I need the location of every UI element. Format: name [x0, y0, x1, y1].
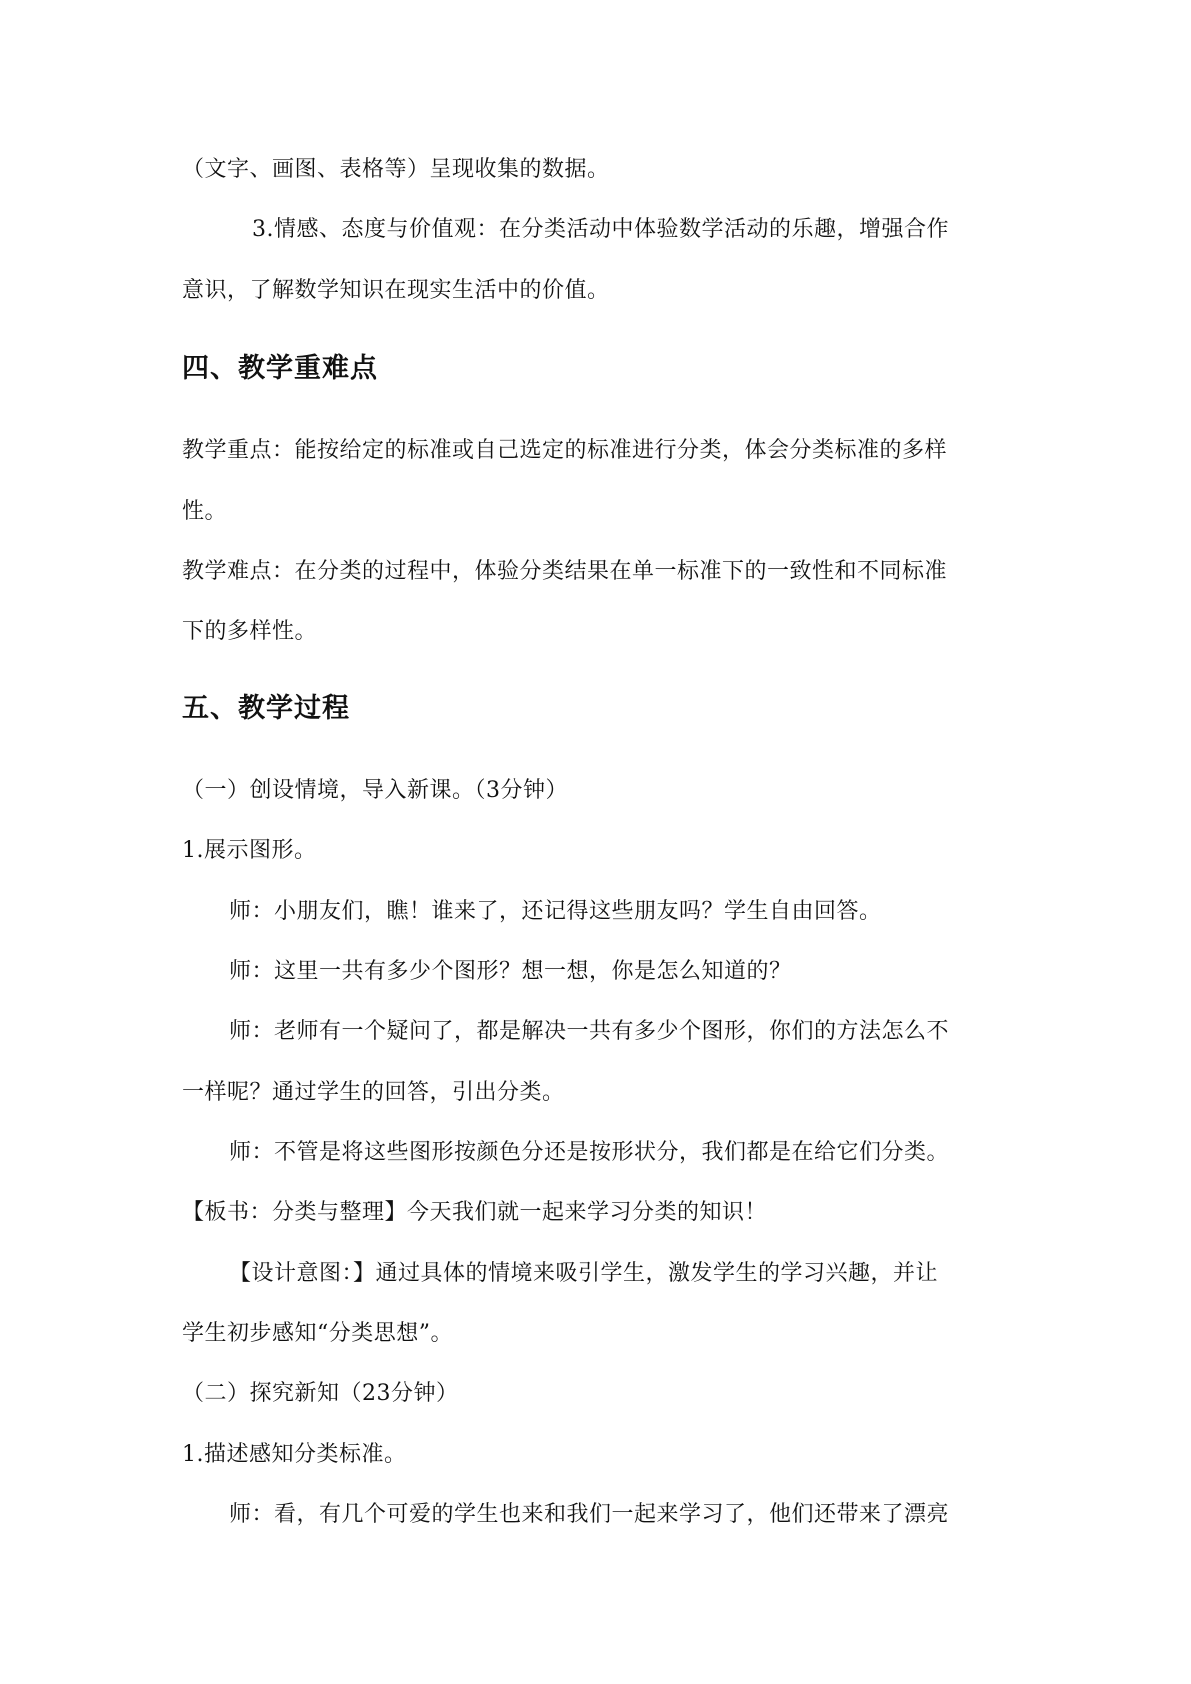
section-heading: 四、教学重难点	[182, 353, 378, 384]
subsection-title: （一）创设情境，导入新课。（3分钟）	[182, 778, 568, 803]
paragraph-line: 性。	[182, 499, 228, 524]
paragraph-line: 师：小朋友们，瞧！谁来了，还记得这些朋友吗？学生自由回答。	[229, 899, 882, 924]
section-heading: 五、教学过程	[182, 693, 350, 724]
paragraph-line: （文字、画图、表格等）呈现收集的数据。	[182, 157, 610, 182]
paragraph-line: 学生初步感知“分类思想”。	[182, 1321, 453, 1346]
paragraph-line: 【板书：分类与整理】今天我们就一起来学习分类的知识！	[182, 1200, 768, 1225]
paragraph-line: 下的多样性。	[182, 619, 318, 644]
paragraph-line: 师：不管是将这些图形按颜色分还是按形状分，我们都是在给它们分类。	[229, 1140, 950, 1165]
paragraph-line: 师：看，有几个可爱的学生也来和我们一起来学习了，他们还带来了漂亮	[229, 1502, 950, 1527]
paragraph-line: 1.展示图形。	[182, 838, 317, 863]
paragraph-line: 1.描述感知分类标准。	[182, 1442, 407, 1467]
paragraph-line: 师：这里一共有多少个图形？想一想，你是怎么知道的？	[229, 959, 792, 984]
paragraph-line: 【设计意图：】通过具体的情境来吸引学生，激发学生的学习兴趣，并让	[229, 1261, 939, 1286]
paragraph-line: 教学重点：能按给定的标准或自己选定的标准进行分类，体会分类标准的多样	[182, 438, 948, 463]
paragraph-line: 师：老师有一个疑问了，都是解决一共有多少个图形，你们的方法怎么不	[229, 1019, 950, 1044]
paragraph-line: 意识，了解数学知识在现实生活中的价值。	[182, 278, 610, 303]
paragraph-line: 3.情感、态度与价值观：在分类活动中体验数学活动的乐趣，增强合作	[252, 217, 949, 242]
paragraph-line: 一样呢？通过学生的回答，引出分类。	[182, 1080, 565, 1105]
subsection-title: （二）探究新知（23分钟）	[182, 1381, 459, 1406]
paragraph-line: 教学难点：在分类的过程中，体验分类结果在单一标准下的一致性和不同标准	[182, 559, 948, 584]
